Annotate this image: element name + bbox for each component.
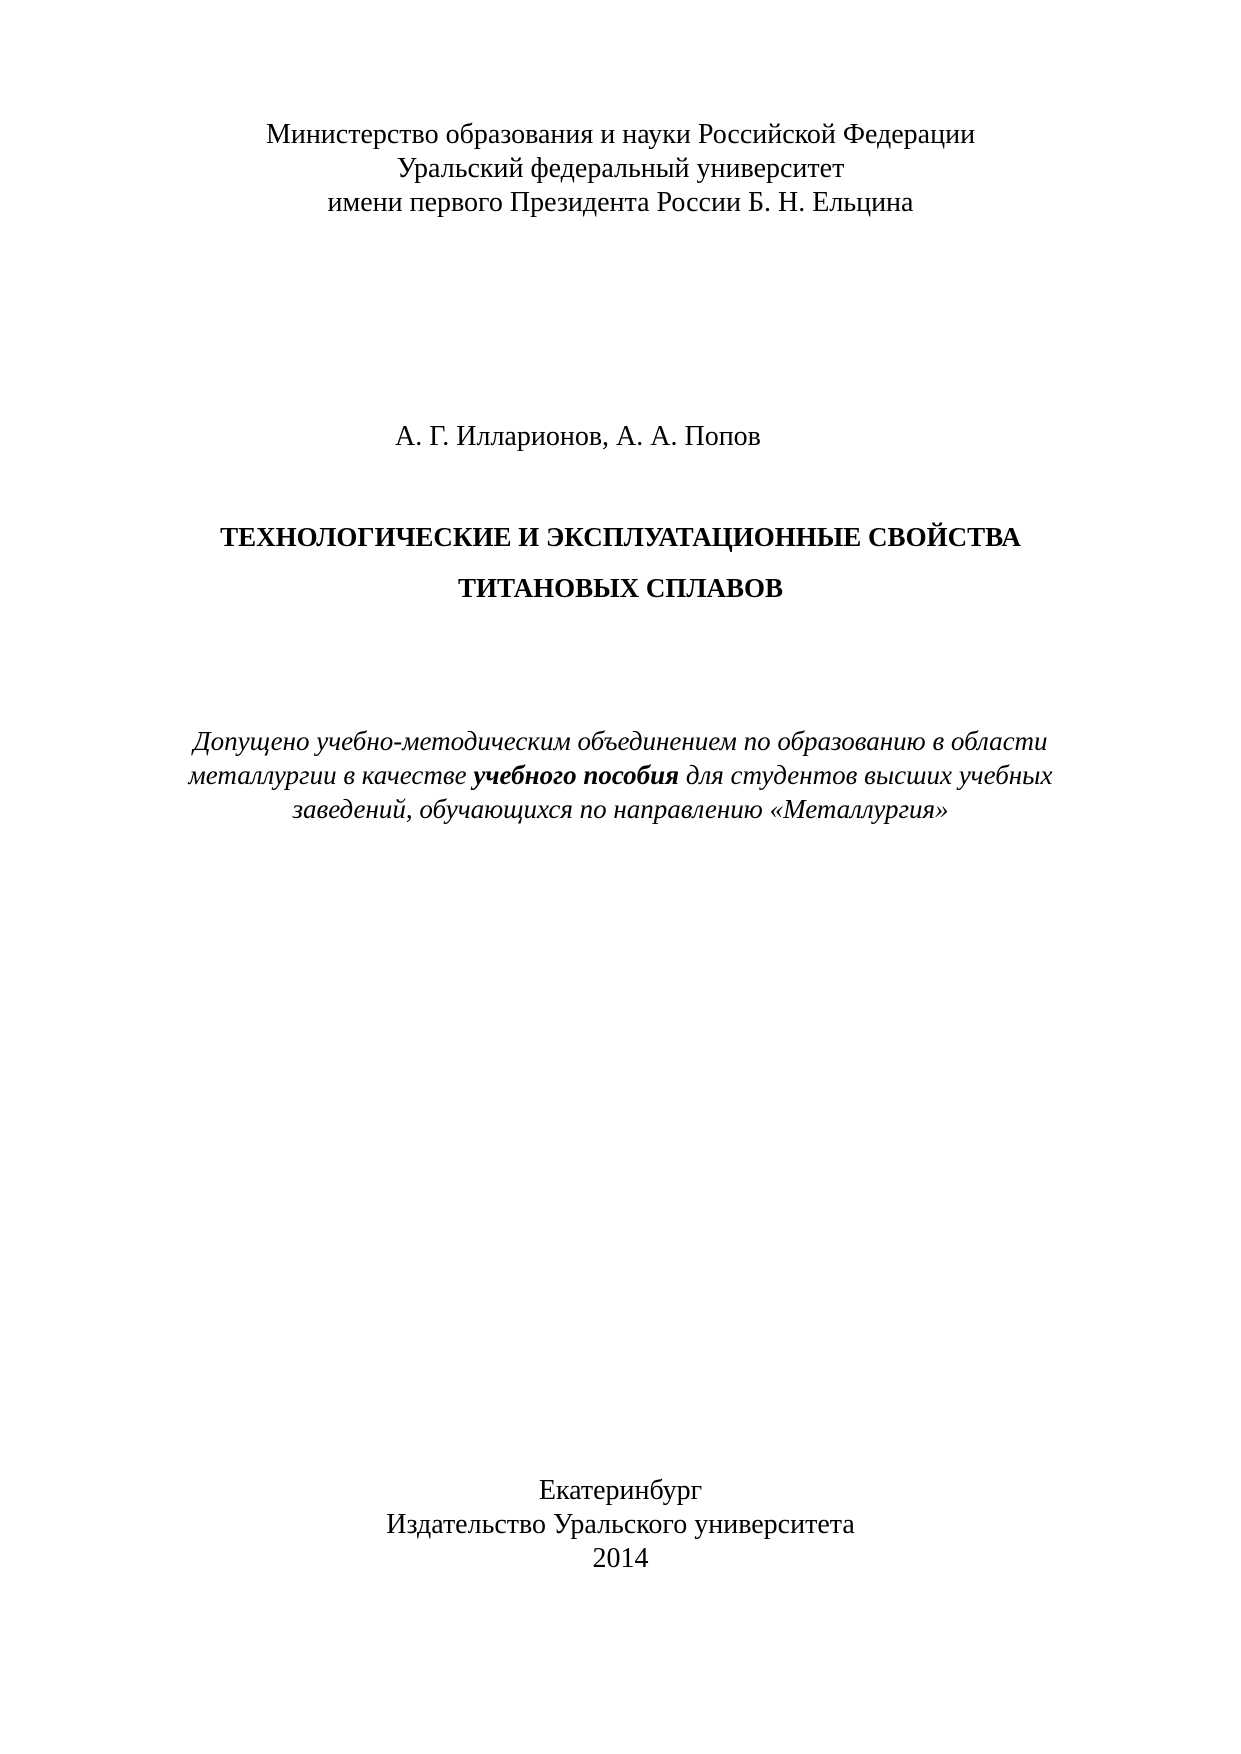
approval-line-1: Допущено учебно-методическим объединением по образованию в области: [193, 726, 1048, 756]
approval-line-2-start: металлургии в качестве: [188, 760, 474, 790]
named-after-line: имени первого Президента России Б. Н. Ельцина: [327, 187, 914, 218]
approval-emphasis: учебного пособия: [473, 760, 680, 790]
university-line: Уральский федеральный университет: [396, 153, 845, 184]
imprint: [0, 1474, 1241, 1576]
publisher: Издательство Уральского университета: [386, 1509, 855, 1540]
approval-statement: [0, 724, 1241, 826]
city: Екатеринбург: [538, 1475, 703, 1506]
title-line-2: ТИТАНОВЫХ СПЛАВОВ: [457, 573, 784, 603]
year: 2014: [592, 1543, 649, 1574]
institution-header: [0, 118, 1241, 220]
approval-line-2: [0, 758, 1241, 792]
approval-line-3: заведений, обучающихся по направлению «Металлургия»: [292, 794, 949, 824]
ministry-line: Министерство образования и науки Российской Федерации: [265, 119, 976, 150]
book-title: [0, 520, 1241, 605]
approval-line-2-end: для студентов высших учебных: [679, 760, 1053, 790]
title-line-1: ТЕХНОЛОГИЧЕСКИЕ И ЭКСПЛУАТАЦИОННЫЕ СВОЙСТВА: [220, 522, 1021, 552]
authors: А. Г. Илларионов, А. А. Попов: [395, 421, 761, 452]
